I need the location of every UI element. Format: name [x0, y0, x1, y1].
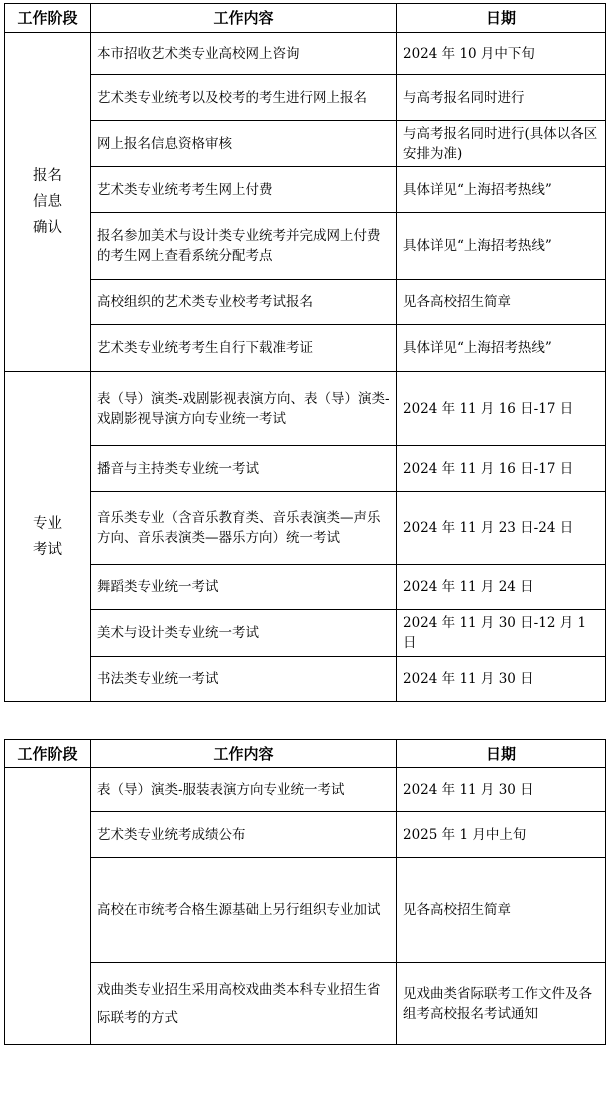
row-date: 2024 年 11 月 30 日 — [397, 768, 606, 812]
row-date: 2024 年 11 月 30 日 — [397, 657, 606, 702]
row-date: 2024 年 11 月 16 日-17 日 — [397, 372, 606, 446]
table-row — [5, 121, 606, 167]
row-content: 美术与设计类专业统一考试 — [91, 610, 397, 657]
row-date: 见各高校招生简章 — [397, 280, 606, 325]
header-stage: 工作阶段 — [5, 740, 91, 768]
row-content: 戏曲类专业招生采用高校戏曲类本科专业招生省际联考的方式 — [91, 963, 397, 1045]
table-row — [5, 446, 606, 492]
table-row — [5, 33, 606, 75]
row-content: 高校组织的艺术类专业校考考试报名 — [91, 280, 397, 325]
row-date: 2024 年 11 月 24 日 — [397, 565, 606, 610]
row-content: 书法类专业统一考试 — [91, 657, 397, 702]
row-date: 具体详见“上海招考热线” — [397, 325, 606, 372]
row-date: 2025 年 1 月中上旬 — [397, 812, 606, 858]
table-row — [5, 565, 606, 610]
table-row — [5, 280, 606, 325]
table-row — [5, 325, 606, 372]
row-content: 艺术类专业统考考生自行下载准考证 — [91, 325, 397, 372]
row-date: 与高考报名同时进行(具体以各区安排为准) — [397, 121, 606, 167]
header-date: 日期 — [397, 740, 606, 768]
row-date: 具体详见“上海招考热线” — [397, 213, 606, 280]
header-stage: 工作阶段 — [5, 4, 91, 33]
header-date: 日期 — [397, 4, 606, 33]
schedule-table-1 — [4, 3, 606, 702]
schedule-table-2 — [4, 739, 606, 1045]
table-row — [5, 492, 606, 565]
table-row — [5, 372, 606, 446]
table-row — [5, 657, 606, 702]
row-content: 网上报名信息资格审核 — [91, 121, 397, 167]
table-row — [5, 610, 606, 657]
row-content: 表（导）演类-戏剧影视表演方向、表（导）演类-戏剧影视导演方向专业统一考试 — [91, 372, 397, 446]
table-row — [5, 75, 606, 121]
stage-cell-empty — [5, 768, 91, 1045]
stage-registration: 报名信息确认 — [5, 33, 91, 372]
row-content: 本市招收艺术类专业高校网上咨询 — [91, 33, 397, 75]
row-content: 艺术类专业统考成绩公布 — [91, 812, 397, 858]
stage-exam: 专业考试 — [5, 372, 91, 702]
header-content: 工作内容 — [91, 4, 397, 33]
row-date: 2024 年 10 月中下旬 — [397, 33, 606, 75]
table-row — [5, 167, 606, 213]
row-date: 见戏曲类省际联考工作文件及各组考高校报名考试通知 — [397, 963, 606, 1045]
table-row — [5, 213, 606, 280]
header-content: 工作内容 — [91, 740, 397, 768]
table-row — [5, 768, 606, 812]
table-row — [5, 858, 606, 963]
row-content: 表（导）演类-服装表演方向专业统一考试 — [91, 768, 397, 812]
row-content: 报名参加美术与设计类专业统考并完成网上付费的考生网上查看系统分配考点 — [91, 213, 397, 280]
row-date: 与高考报名同时进行 — [397, 75, 606, 121]
table-row — [5, 963, 606, 1045]
row-date: 见各高校招生简章 — [397, 858, 606, 963]
row-date: 2024 年 11 月 30 日-12 月 1 日 — [397, 610, 606, 657]
row-content: 舞蹈类专业统一考试 — [91, 565, 397, 610]
row-content: 艺术类专业统考以及校考的考生进行网上报名 — [91, 75, 397, 121]
row-content: 播音与主持类专业统一考试 — [91, 446, 397, 492]
row-date: 具体详见“上海招考热线” — [397, 167, 606, 213]
table-header-row — [5, 740, 606, 768]
row-content: 音乐类专业（含音乐教育类、音乐表演类—声乐方向、音乐表演类—器乐方向）统一考试 — [91, 492, 397, 565]
row-content: 高校在市统考合格生源基础上另行组织专业加试 — [91, 858, 397, 963]
row-content: 艺术类专业统考考生网上付费 — [91, 167, 397, 213]
table-row — [5, 812, 606, 858]
table-header-row — [5, 4, 606, 33]
row-date: 2024 年 11 月 23 日-24 日 — [397, 492, 606, 565]
row-date: 2024 年 11 月 16 日-17 日 — [397, 446, 606, 492]
